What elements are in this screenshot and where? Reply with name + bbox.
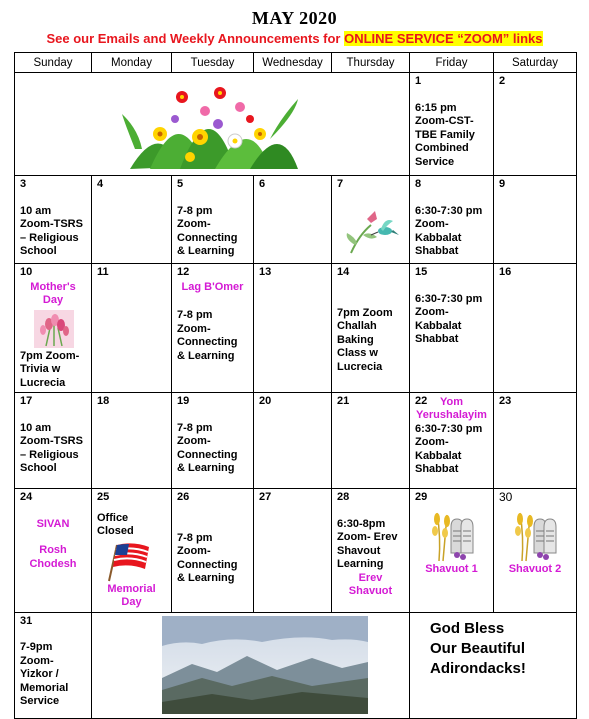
day-cell-31: [15, 612, 92, 718]
event-text: 7-8 pm Zoom-Connecting & Learning: [177, 309, 238, 362]
week-row: [15, 612, 577, 718]
event-text: Office Closed: [97, 511, 134, 537]
day-number: 24: [20, 491, 33, 503]
day-number: 31: [20, 614, 33, 627]
day-cell-10: [15, 264, 92, 393]
day-number: 26: [177, 491, 190, 503]
wheat-tablets-illustration: [427, 507, 477, 563]
day-cell-19: [172, 393, 254, 489]
day-cell-24: [15, 489, 92, 613]
event-text: 7-9pm Zoom- Yizkor / Memorial Service: [20, 641, 69, 707]
day-cell-13: [254, 264, 332, 393]
day-number: 29: [415, 491, 428, 503]
week-row: [15, 264, 577, 393]
day-cell-5: [172, 176, 254, 264]
day-cell-2: [494, 73, 577, 176]
day-cell-29: [410, 489, 494, 613]
day-number: 6: [259, 178, 266, 190]
day-number: 14: [337, 266, 350, 278]
day-number: 27: [259, 491, 272, 503]
tulips-illustration: [34, 310, 74, 348]
day-number: 9: [499, 178, 506, 190]
event-text: 6:30-7:30 pm Zoom-Kabbalat Shabbat: [415, 204, 483, 257]
weekday-tuesday: Tuesday: [172, 53, 254, 73]
day-number: 16: [499, 266, 512, 278]
mountain-cell: [92, 612, 410, 718]
day-number: 8: [415, 178, 422, 190]
flowers-cell: [15, 73, 410, 176]
day-cell-9: [494, 176, 577, 264]
holiday-label: Rosh Chodesh: [29, 544, 77, 570]
weekday-header-row: [15, 53, 577, 73]
weekday-monday: Monday: [92, 53, 172, 73]
day-number: 19: [177, 395, 190, 407]
hummingbird-illustration: [341, 205, 401, 255]
subtitle-text: See our Emails and Weekly Announcements for: [46, 31, 345, 46]
day-cell-7: [332, 176, 410, 264]
event-text: 7pm Zoom-Trivia w Lucrecia: [20, 349, 80, 389]
day-number: 18: [97, 395, 110, 407]
day-cell-11: [92, 264, 172, 393]
closing-line-3: Adirondacks!: [430, 659, 526, 677]
day-number: 25: [97, 491, 110, 503]
day-number: 15: [415, 266, 428, 278]
day-number: 11: [97, 266, 109, 278]
day-number: 12: [177, 266, 190, 278]
day-number: 23: [499, 395, 512, 407]
day-cell-14: [332, 264, 410, 393]
day-cell-16: [494, 264, 577, 393]
day-number: 30: [499, 490, 513, 504]
day-cell-1: [410, 73, 494, 176]
holiday-label: Lag B'Omer: [181, 280, 244, 293]
day-number: 13: [259, 266, 272, 278]
holiday-label: Yom Yerushalayim: [416, 395, 487, 421]
day-number: 20: [259, 395, 272, 407]
week-row: [15, 393, 577, 489]
day-cell-6: [254, 176, 332, 264]
event-text: 7pm Zoom Challah Baking Class w Lucrecia: [337, 306, 393, 373]
day-cell-17: [15, 393, 92, 489]
event-text: 7-8 pm Zoom-Connecting & Learning: [177, 421, 238, 474]
event-text: 6:30-8pm Zoom- Erev Shavout Learning: [337, 517, 398, 570]
day-number: 28: [337, 491, 350, 503]
weekday-thursday: Thursday: [332, 53, 410, 73]
day-cell-26: [172, 489, 254, 613]
subtitle-highlight: ONLINE SERVICE “ZOOM” links: [344, 31, 543, 46]
holiday-label: Erev Shavuot: [348, 571, 393, 597]
wheat-tablets-illustration: [510, 507, 560, 563]
week-row: [15, 73, 577, 176]
event-text: 10 am Zoom-TSRS – Religious School: [20, 421, 83, 474]
closing-message-cell: [410, 612, 577, 718]
mountains-photo: [162, 616, 368, 714]
week-row: [15, 176, 577, 264]
day-cell-30: [494, 489, 577, 613]
event-text: 7-8 pm Zoom-Connecting & Learning: [177, 531, 238, 584]
subtitle: [0, 31, 589, 46]
day-cell-12: [172, 264, 254, 393]
day-number: 22: [415, 395, 428, 407]
holiday-label: Shavuot 1: [425, 562, 478, 575]
day-number: 3: [20, 178, 27, 190]
day-cell-22: [410, 393, 494, 489]
day-cell-4: [92, 176, 172, 264]
holiday-label: Mother's Day: [30, 280, 76, 306]
day-number: 1: [415, 75, 422, 87]
calendar-grid: [14, 52, 577, 719]
day-number: 17: [20, 395, 33, 407]
closing-line-1: God Bless: [430, 619, 505, 637]
day-cell-8: [410, 176, 494, 264]
day-cell-20: [254, 393, 332, 489]
flowers-illustration: [120, 79, 300, 171]
day-number: 2: [499, 75, 506, 87]
day-cell-3: [15, 176, 92, 264]
event-text: 6:15 pm Zoom-CST-TBE Family Combined Service: [415, 101, 475, 168]
event-text: 6:30-7:30 pm Zoom-Kabbalat Shabbat: [415, 422, 483, 475]
holiday-label: Shavuot 2: [508, 562, 562, 575]
week-row: [15, 489, 577, 613]
event-text: 7-8 pm Zoom-Connecting & Learning: [177, 204, 238, 257]
day-number: 10: [20, 266, 33, 278]
flag-illustration: [105, 541, 153, 583]
day-number: 7: [337, 178, 344, 190]
weekday-saturday: Saturday: [494, 53, 577, 73]
day-cell-25: [92, 489, 172, 613]
event-text: 10 am Zoom-TSRS – Religious School: [20, 204, 83, 257]
day-number: 5: [177, 178, 184, 190]
day-number: 21: [337, 395, 350, 407]
month-label: SIVAN: [36, 517, 70, 530]
day-cell-23: [494, 393, 577, 489]
weekday-friday: Friday: [410, 53, 494, 73]
holiday-label: Memorial Day: [107, 582, 156, 608]
calendar-title: MAY 2020: [251, 8, 338, 28]
closing-line-2: Our Beautiful: [430, 639, 526, 657]
day-cell-21: [332, 393, 410, 489]
day-cell-18: [92, 393, 172, 489]
day-number: 4: [97, 178, 104, 190]
weekday-wednesday: Wednesday: [254, 53, 332, 73]
day-cell-28: [332, 489, 410, 613]
day-cell-15: [410, 264, 494, 393]
weekday-sunday: Sunday: [15, 53, 92, 73]
day-cell-27: [254, 489, 332, 613]
event-text: 6:30-7:30 pm Zoom-Kabbalat Shabbat: [415, 292, 483, 345]
